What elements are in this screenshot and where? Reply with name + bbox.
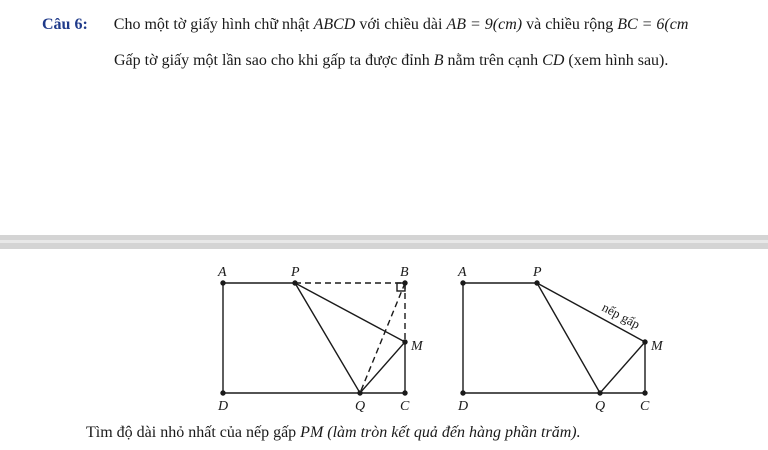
right-point-M	[643, 340, 647, 344]
right-label-A: A	[458, 265, 467, 280]
left-label-A: A	[218, 265, 227, 280]
right-point-A	[461, 281, 465, 285]
text-see-figure: (xem hình sau).	[568, 52, 669, 69]
text-and-width: và chiều rộng	[526, 16, 614, 33]
segment-pm: PM	[300, 424, 324, 441]
left-figure	[221, 281, 407, 395]
side-cd: CD	[542, 52, 565, 69]
right-label-D: D	[458, 399, 469, 414]
left-label-M: M	[411, 339, 423, 354]
right-point-Q	[598, 391, 602, 395]
left-label-B: B	[400, 265, 409, 280]
left-label-C: C	[400, 399, 410, 414]
right-figure	[461, 281, 647, 395]
text-rounding: (làm tròn kết quả đến hàng phần trăm).	[327, 424, 581, 441]
question-line-1	[42, 16, 688, 34]
right-label-Q: Q	[595, 399, 606, 414]
left-point-C	[403, 391, 407, 395]
left-label-D: D	[218, 399, 229, 414]
left-point-M	[403, 340, 407, 344]
right-line-QM	[600, 342, 645, 393]
crease-label: nếp gấp	[599, 299, 643, 332]
vertex-b: B	[433, 52, 444, 69]
question-line-2	[114, 52, 668, 70]
left-point-P	[293, 281, 297, 285]
left-point-B	[403, 281, 407, 285]
right-label-P: P	[533, 265, 542, 280]
right-point-C	[643, 391, 647, 395]
right-point-P	[535, 281, 539, 285]
text-fold: Gấp tờ giấy một lần sao cho khi gấp ta được đỉnh	[114, 52, 430, 69]
right-point-D	[461, 391, 465, 395]
left-folded-triangle	[295, 283, 405, 393]
rect-name: ABCD	[313, 16, 356, 33]
left-outline	[223, 283, 405, 393]
left-point-D	[221, 391, 225, 395]
text-length-intro: với chiều dài	[359, 16, 443, 33]
right-label-C: C	[640, 399, 650, 414]
text-intro: Cho một tờ giấy hình chữ nhật	[113, 16, 310, 33]
right-outline	[463, 283, 600, 393]
question-label: Câu 6:	[42, 16, 88, 33]
right-label-M: M	[651, 339, 663, 354]
length-expression: AB = 9(cm)	[446, 16, 523, 33]
width-expression: BC = 6(cm	[617, 16, 689, 33]
prompt-line	[86, 424, 581, 442]
left-point-A	[221, 281, 225, 285]
left-label-Q: Q	[355, 399, 366, 414]
page-separator	[0, 235, 768, 249]
left-point-Q	[358, 391, 362, 395]
fold-figure	[205, 258, 675, 418]
left-label-P: P	[291, 265, 300, 280]
text-on-side: nằm trên cạnh	[447, 52, 539, 69]
text-prompt: Tìm độ dài nhỏ nhất của nếp gấp	[86, 424, 297, 441]
